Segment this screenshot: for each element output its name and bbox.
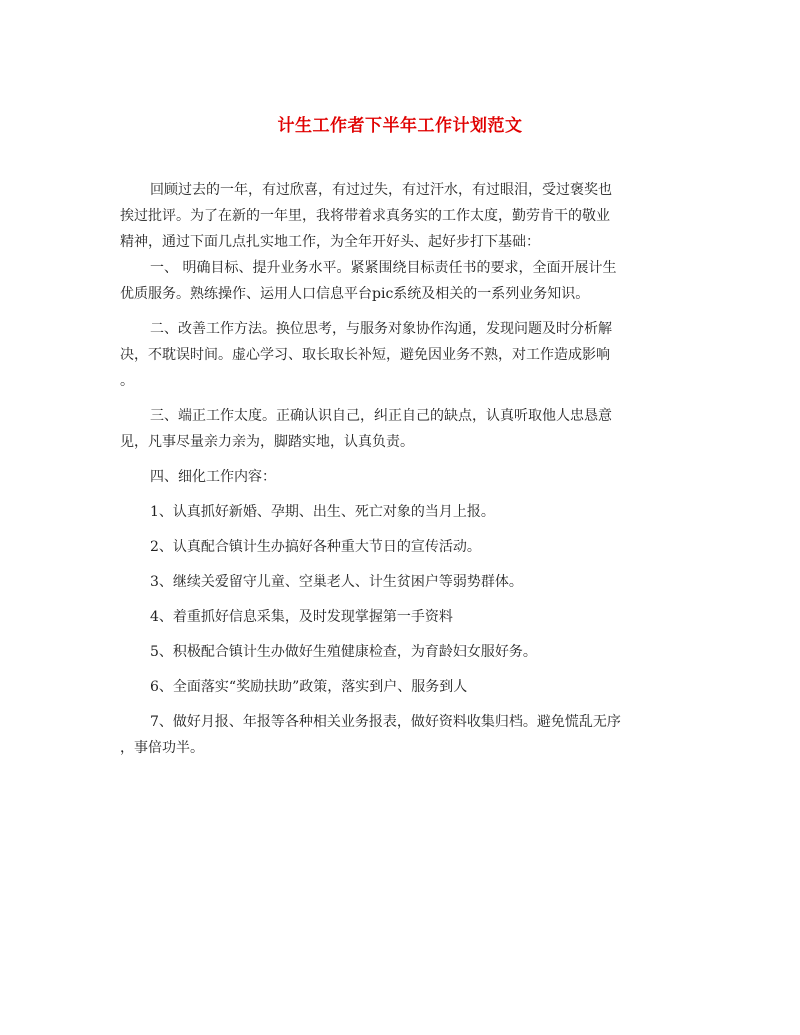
list-item <box>120 709 696 761</box>
paragraph-line: 优质服务。熟练操作、运用人口信息平台pic系统及相关的一系列业务知识。 <box>120 286 590 302</box>
paragraph-line: 6、全面落实“奖励扶助”政策，落实到户、服务到人 <box>150 679 468 695</box>
paragraph-line: 见，凡事尽量亲力亲为，脚踏实地，认真负责。 <box>120 434 414 450</box>
paragraph-line: 四、细化工作内容： <box>150 469 276 485</box>
paragraph-line: ，事倍功半。 <box>120 740 204 756</box>
paragraph-line: 7、做好月报、年报等各种相关业务报表，做好资料收集归档。避免慌乱无序 <box>150 714 621 730</box>
paragraph-line: 三、端正工作太度。正确认识自己，纠正自己的缺点，认真听取他人忠恳意 <box>150 408 612 424</box>
paragraph <box>120 464 696 490</box>
paragraph <box>120 403 696 455</box>
list-item <box>120 639 696 665</box>
list-item <box>120 569 696 595</box>
paragraph-line: 3、继续关爱留守儿童、空巢老人、计生贫困户等弱势群体。 <box>150 574 523 590</box>
paragraph <box>120 177 696 255</box>
paragraph <box>120 316 696 394</box>
paragraph-line: 1、认真抓好新婚、孕期、出生、死亡对象的当月上报。 <box>150 504 495 520</box>
paragraph-line: 一、 明确目标、提升业务水平。紧紧围绕目标责任书的要求，全面开展计生 <box>150 260 617 276</box>
paragraph-line: 。 <box>120 373 134 389</box>
list-item <box>120 534 696 560</box>
paragraph <box>120 255 696 307</box>
paragraph-line: 5、积极配合镇计生办做好生殖健康检查，为育龄妇女服好务。 <box>150 644 537 660</box>
document-title: 计生工作者下半年工作计划范文 <box>277 116 523 136</box>
paragraph-line: 决，不耽误时间。虚心学习、取长取长补短，避免因业务不熟，对工作造成影响 <box>120 347 610 363</box>
paragraph-line: 挨过批评。为了在新的一年里，我将带着求真务实的工作太度，勤劳肯干的敬业 <box>120 208 610 224</box>
paragraph-line: 2、认真配合镇计生办搞好各种重大节日的宣传活动。 <box>150 539 481 555</box>
list-item <box>120 499 696 525</box>
paragraph-line: 精神，通过下面几点扎实地工作，为全年开好头、起好步打下基础： <box>120 234 540 250</box>
paragraph-line: 二、改善工作方法。换位思考，与服务对象协作沟通，发现问题及时分析解 <box>150 321 612 337</box>
list-item <box>120 674 696 700</box>
paragraph-line: 回顾过去的一年，有过欣喜，有过过失，有过汗水，有过眼泪，受过褒奖也 <box>150 182 612 198</box>
paragraph-line: 4、着重抓好信息采集，及时发现掌握第一手资料 <box>150 609 453 625</box>
document-body <box>120 177 696 761</box>
list-item <box>120 604 696 630</box>
